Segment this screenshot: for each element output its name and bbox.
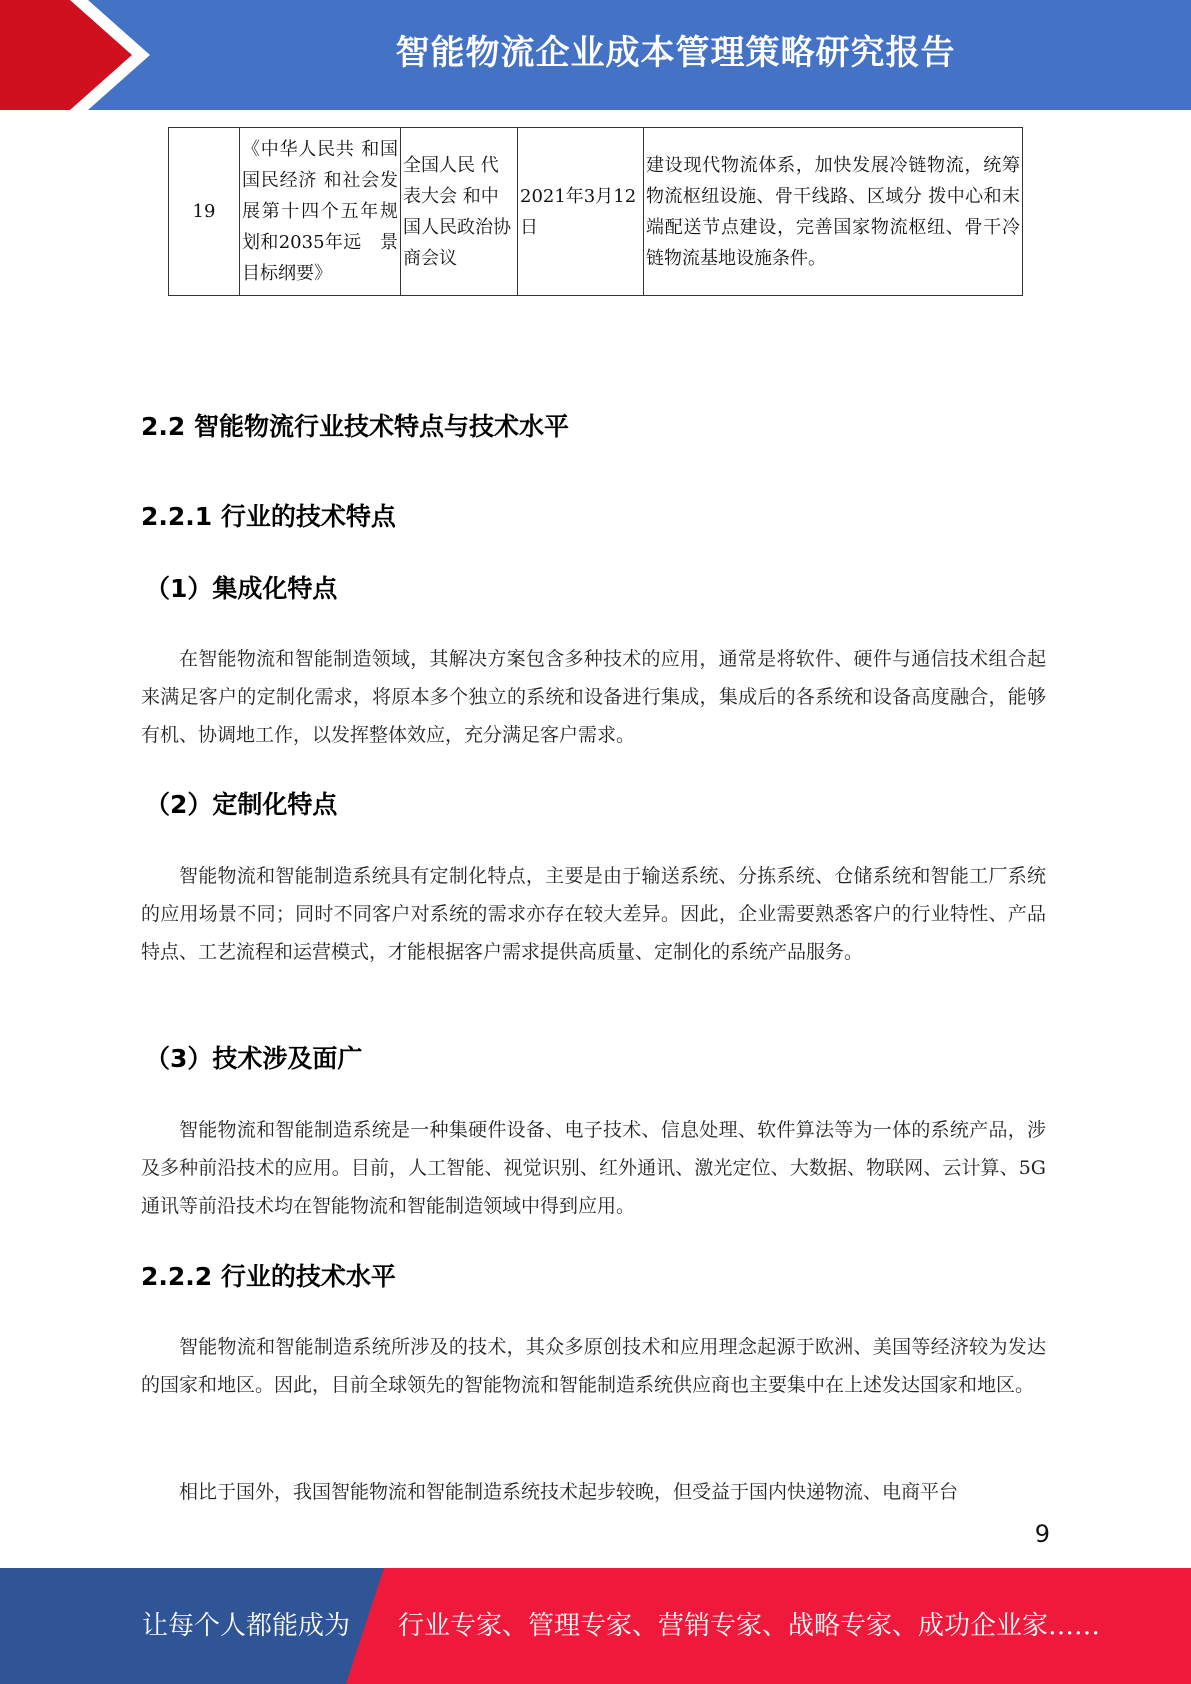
table-cell-policy-name: 《中华人民共 和国国民经济 和社会发展第十四个五年规 划和2035年远 景目标纲要》 [240,128,401,296]
table-cell-date: 2021年3月12日 [518,128,644,296]
table-cell-issuer: 全国人民 代表大会 和中国人民政治协 商会议 [401,128,518,296]
subheading-customization: （2）定制化特点 [145,790,338,819]
page-footer [0,1568,1191,1684]
table-cell-content: 建设现代物流体系，加快发展冷链物流，统筹物流枢纽设施、骨干线路、区域分 拨中心和末端配送节点建设，完善国家物流枢纽、骨干冷链物流基地设施条件。 [644,128,1023,296]
table-cell-number: 19 [169,128,240,296]
footer-slogan-left: 让每个人都能成为 [142,1611,351,1641]
header-title: 智能物流企业成本管理策略研究报告 [395,33,956,73]
footer-slogan-right: 行业专家、管理专家、营销专家、战略专家、成功企业家…… [398,1611,1101,1641]
section-heading-2-2: 2.2 智能物流行业技术特点与技术水平 [141,412,569,441]
policy-table [168,127,1023,296]
section-heading-2-2-2: 2.2.2 行业的技术水平 [141,1262,396,1291]
paragraph-wide-technology: 智能物流和智能制造系统是一种集硬件设备、电子技术、信息处理、软件算法等为一体的系统产品，涉及多种前沿技术的应用。目前，人工智能、视觉识别、红外通讯、激光定位、大数据、物联网、云计算、5G通讯等前沿技术均在智能物流和智能制造领域中得到应用。 [141,1119,1046,1217]
paragraph-integration: 在智能物流和智能制造领域，其解决方案包含多种技术的应用，通常是将软件、硬件与通信技术组合起来满足客户的定制化需求，将原本多个独立的系统和设备进行集成，集成后的各系统和设备高度融合，能够有机、协调地工作，以发挥整体效应，充分满足客户需求。 [141,648,1046,746]
table-row [169,128,1023,296]
paragraph-customization: 智能物流和智能制造系统具有定制化特点，主要是由于输送系统、分拣系统、仓储系统和智能工厂系统的应用场景不同；同时不同客户对系统的需求亦存在较大差异。因此，企业需要熟悉客户的行业特性、产品特点、工艺流程和运营模式，才能根据客户需求提供高质量、定制化的系统产品服务。 [141,865,1046,963]
paragraph-technology-level-1: 智能物流和智能制造系统所涉及的技术，其众多原创技术和应用理念起源于欧洲、美国等经济较为发达的国家和地区。因此，目前全球领先的智能物流和智能制造系统供应商也主要集中在上述发达国家和地区。 [141,1336,1046,1396]
subheading-integration: （1）集成化特点 [145,574,338,603]
subheading-wide-technology: （3）技术涉及面广 [145,1044,363,1073]
page-header [0,0,1191,110]
header-arrow-decoration [0,0,170,110]
paragraph-technology-level-2: 相比于国外，我国智能物流和智能制造系统技术起步较晚，但受益于国内快递物流、电商平台 [179,1481,959,1503]
section-heading-2-2-1: 2.2.1 行业的技术特点 [141,502,396,531]
page-number: 9 [1034,1520,1050,1548]
